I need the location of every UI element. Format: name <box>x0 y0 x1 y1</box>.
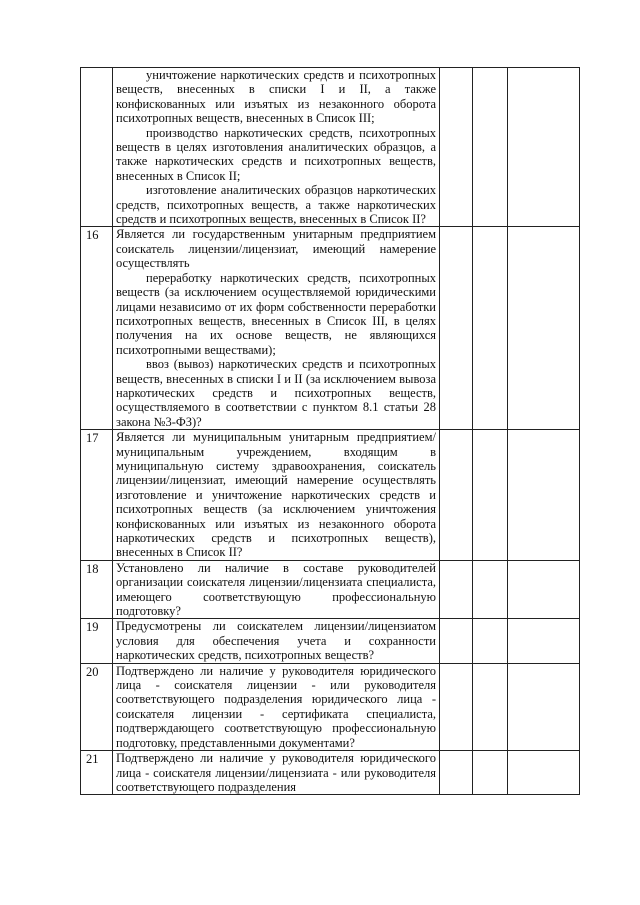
requirement-text <box>113 430 440 561</box>
checklist-row <box>81 619 580 663</box>
requirement-paragraph: Является ли государственным унитарным предприятием соискатель лицензии/лицензиат, имеющий намерение осуществлять <box>116 227 436 271</box>
answer-yes-cell[interactable] <box>440 68 473 227</box>
note-cell[interactable] <box>508 751 580 795</box>
checklist-row <box>81 227 580 430</box>
requirement-text <box>113 619 440 663</box>
requirement-paragraph: Подтверждено ли наличие у руководителя юридического лица - соискателя лицензии/лицензиата - или руководителя соответствующего подразделения <box>116 751 436 794</box>
row-number <box>81 68 113 227</box>
requirement-text <box>113 751 440 795</box>
checklist-row <box>81 430 580 561</box>
answer-yes-cell[interactable] <box>440 560 473 619</box>
requirement-paragraph: уничтожение наркотических средств и психотропных веществ, внесенных в списки I и II, а также конфискованных или изъятых из незаконного оборота психотропных веществ, внесенных в Список III; <box>116 68 436 126</box>
note-cell[interactable] <box>508 68 580 227</box>
note-cell[interactable] <box>508 227 580 430</box>
requirement-paragraph: Установлено ли наличие в составе руководителей организации соискателя лицензии/лицензиата специалиста, имеющего соответствующую профессиональную подготовку? <box>116 560 436 619</box>
answer-yes-cell[interactable] <box>440 430 473 561</box>
requirement-text <box>113 68 440 227</box>
checklist-table <box>80 67 580 795</box>
row-number: 20 <box>81 663 113 750</box>
note-cell[interactable] <box>508 619 580 663</box>
checklist-row <box>81 68 580 227</box>
requirement-paragraph: ввоз (вывоз) наркотических средств и психотропных веществ, внесенных в списки I и II (за исключением вывоза наркотических средств и психотропных веществ, осуществляемого в соответствии с пунктом 8.1 статьи 28 закона №3-ФЗ)? <box>116 357 436 429</box>
requirement-paragraph: Подтверждено ли наличие у руководителя юридического лица - соискателя лицензии - или руководителя соответствующего подразделения юридического лица - соискателя лицензии - сертификата специалиста, подтверждающего соответствующую профессиональную подготовку, представленными документами? <box>116 663 436 750</box>
answer-no-cell[interactable] <box>473 68 508 227</box>
row-number: 21 <box>81 751 113 795</box>
requirement-paragraph: Является ли муниципальным унитарным предприятием/ муниципальным учреждением, входящим в муниципальную систему здравоохранения, соискатель лицензии/лицензиат, имеющий намерение осуществлять изготовление и уничтожение наркотических средств и психотропных веществ (за исключением уничтожения конфискованных или изъятых из незаконного оборота наркотических средств и психотропных веществ), внесенных в Список II? <box>116 430 436 560</box>
answer-no-cell[interactable] <box>473 227 508 430</box>
answer-yes-cell[interactable] <box>440 227 473 430</box>
requirement-paragraph: переработку наркотических средств, психотропных веществ (за исключением осуществляемой юридическими лицами независимо от их форм собственности переработки психотропных веществ, внесенных в Список III, в целях получения на их основе веществ, не являющихся психотропными веществами); <box>116 270 436 357</box>
row-number: 18 <box>81 560 113 619</box>
note-cell[interactable] <box>508 430 580 561</box>
answer-no-cell[interactable] <box>473 751 508 795</box>
row-number: 17 <box>81 430 113 561</box>
requirement-text <box>113 560 440 619</box>
requirement-paragraph: изготовление аналитических образцов наркотических средств, психотропных веществ, а также наркотических средств и психотропных веществ, внесенных в Список II? <box>116 183 436 227</box>
requirement-text <box>113 227 440 430</box>
answer-no-cell[interactable] <box>473 430 508 561</box>
row-number: 19 <box>81 619 113 663</box>
checklist-table-body <box>81 68 580 795</box>
row-number: 16 <box>81 227 113 430</box>
requirement-text <box>113 663 440 750</box>
answer-yes-cell[interactable] <box>440 619 473 663</box>
note-cell[interactable] <box>508 663 580 750</box>
answer-yes-cell[interactable] <box>440 663 473 750</box>
note-cell[interactable] <box>508 560 580 619</box>
requirement-paragraph: Предусмотрены ли соискателем лицензии/лицензиатом условия для обеспечения учета и сохранности наркотических средств, психотропных веществ? <box>116 619 436 663</box>
requirement-paragraph: производство наркотических средств, психотропных веществ в целях изготовления аналитических образцов, а также наркотических средств и психотропных веществ, внесенных в Список II; <box>116 125 436 183</box>
checklist-row <box>81 560 580 619</box>
checklist-row <box>81 663 580 750</box>
answer-yes-cell[interactable] <box>440 751 473 795</box>
checklist-row <box>81 751 580 795</box>
answer-no-cell[interactable] <box>473 560 508 619</box>
answer-no-cell[interactable] <box>473 663 508 750</box>
answer-no-cell[interactable] <box>473 619 508 663</box>
